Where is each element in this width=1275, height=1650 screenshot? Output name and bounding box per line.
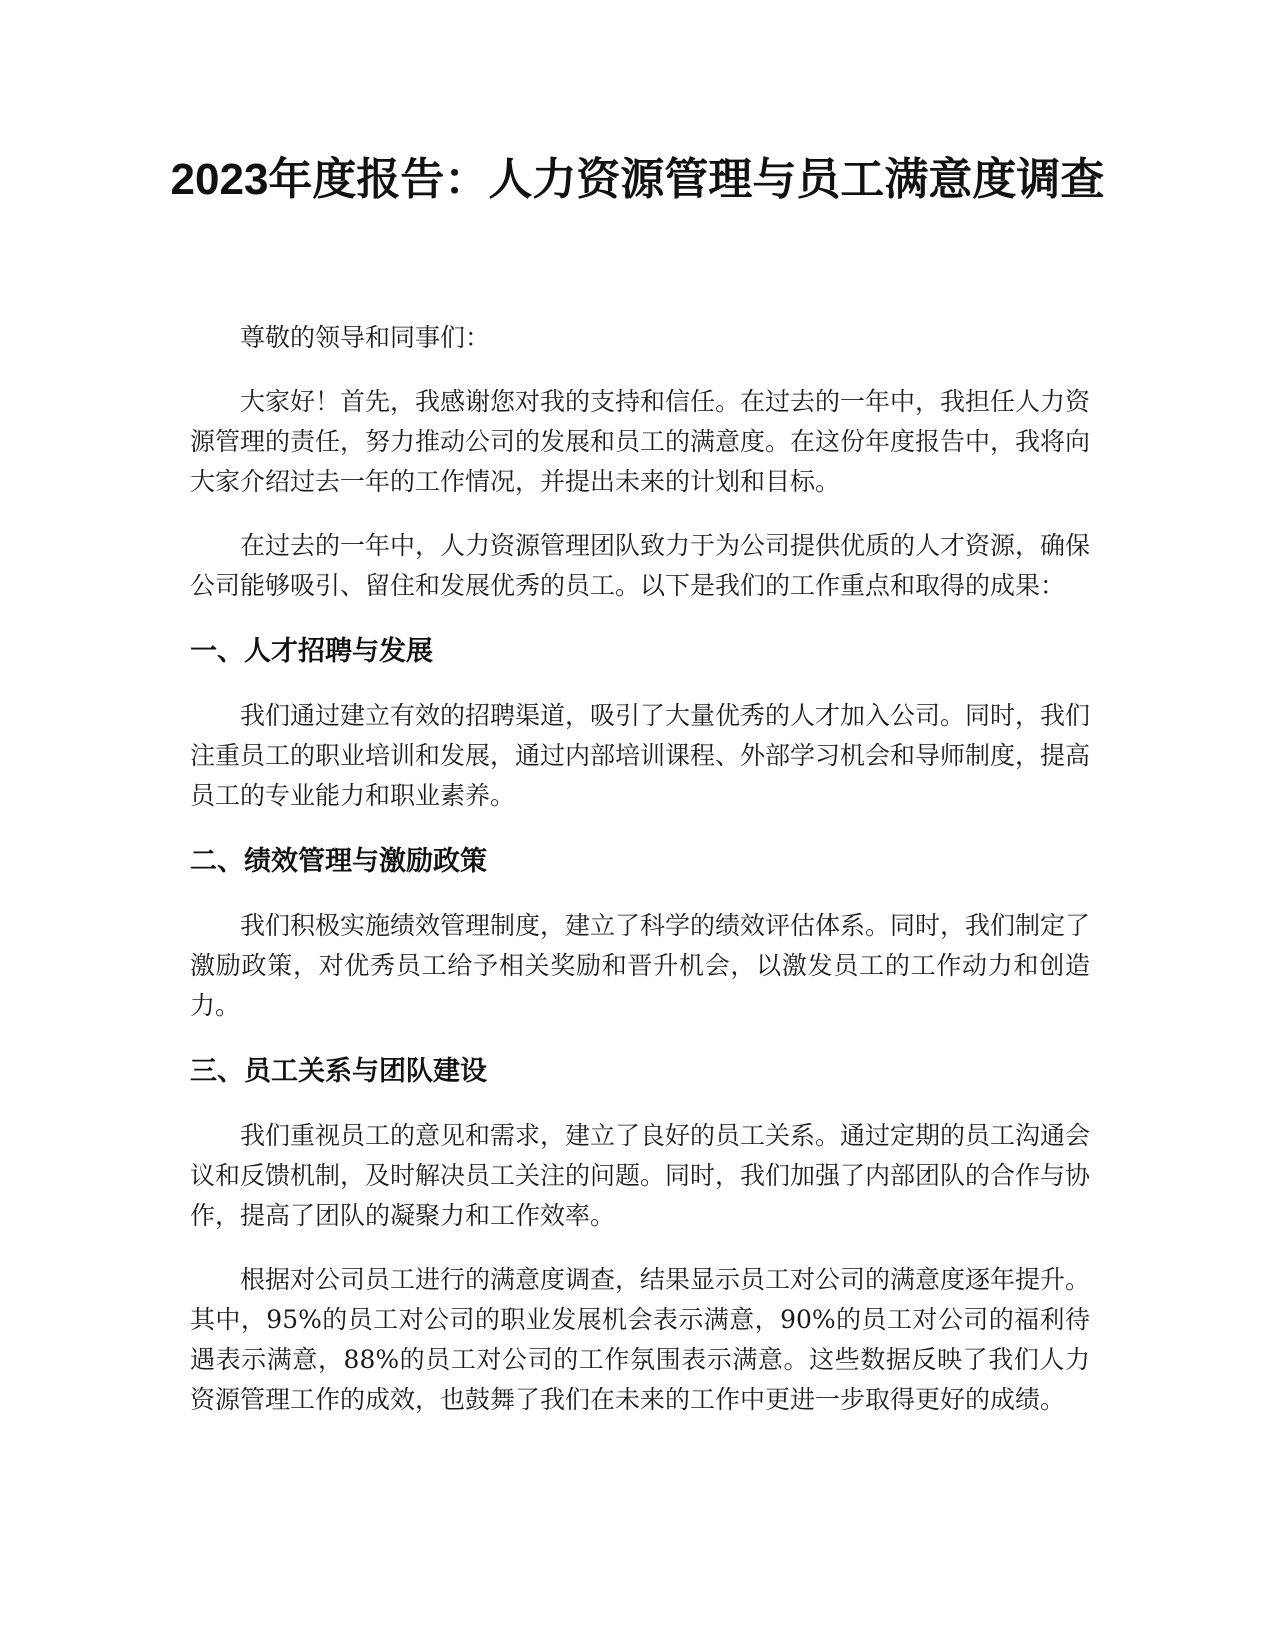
document-body — [190, 318, 1090, 1420]
section-heading-performance: 二、绩效管理与激励政策 — [190, 846, 487, 876]
intro-paragraph-2: 在过去的一年中，人力资源管理团队致力于为公司提供优质的人才资源，确保公司能够吸引、留住和发展优秀的员工。以下是我们的工作重点和取得的成果： — [190, 531, 1091, 600]
survey-results-paragraph: 根据对公司员工进行的满意度调查，结果显示员工对公司的满意度逐年提升。其中，95%的员工对公司的职业发展机会表示满意，90%的员工对公司的福利待遇表示满意，88%的员工对公司的工作氛围表示满意。这些数据反映了我们人力资源管理工作的成效，也鼓舞了我们在未来的工作中更进一步取得更好的成绩。 — [190, 1265, 1091, 1414]
intro-paragraph-1: 大家好！首先，我感谢您对我的支持和信任。在过去的一年中，我担任人力资源管理的责任，努力推动公司的发展和员工的满意度。在这份年度报告中，我将向大家介绍过去一年的工作情况，并提出未来的计划和目标。 — [190, 387, 1091, 496]
salutation: 尊敬的领导和同事们： — [240, 323, 491, 352]
section-body-performance: 我们积极实施绩效管理制度，建立了科学的绩效评估体系。同时，我们制定了激励政策，对优秀员工给予相关奖励和晋升机会，以激发员工的工作动力和创造力。 — [190, 911, 1091, 1020]
section-heading-recruitment: 一、人才招聘与发展 — [190, 636, 433, 666]
document-title: 2023年度报告：人力资源管理与员工满意度调查 — [170, 155, 1105, 204]
section-heading-relations: 三、员工关系与团队建设 — [190, 1056, 487, 1086]
section-body-recruitment: 我们通过建立有效的招聘渠道，吸引了大量优秀的人才加入公司。同时，我们注重员工的职业培训和发展，通过内部培训课程、外部学习机会和导师制度，提高员工的专业能力和职业素养。 — [190, 701, 1091, 810]
section-body-relations: 我们重视员工的意见和需求，建立了良好的员工关系。通过定期的员工沟通会议和反馈机制，及时解决员工关注的问题。同时，我们加强了内部团队的合作与协作，提高了团队的凝聚力和工作效率。 — [190, 1121, 1091, 1230]
